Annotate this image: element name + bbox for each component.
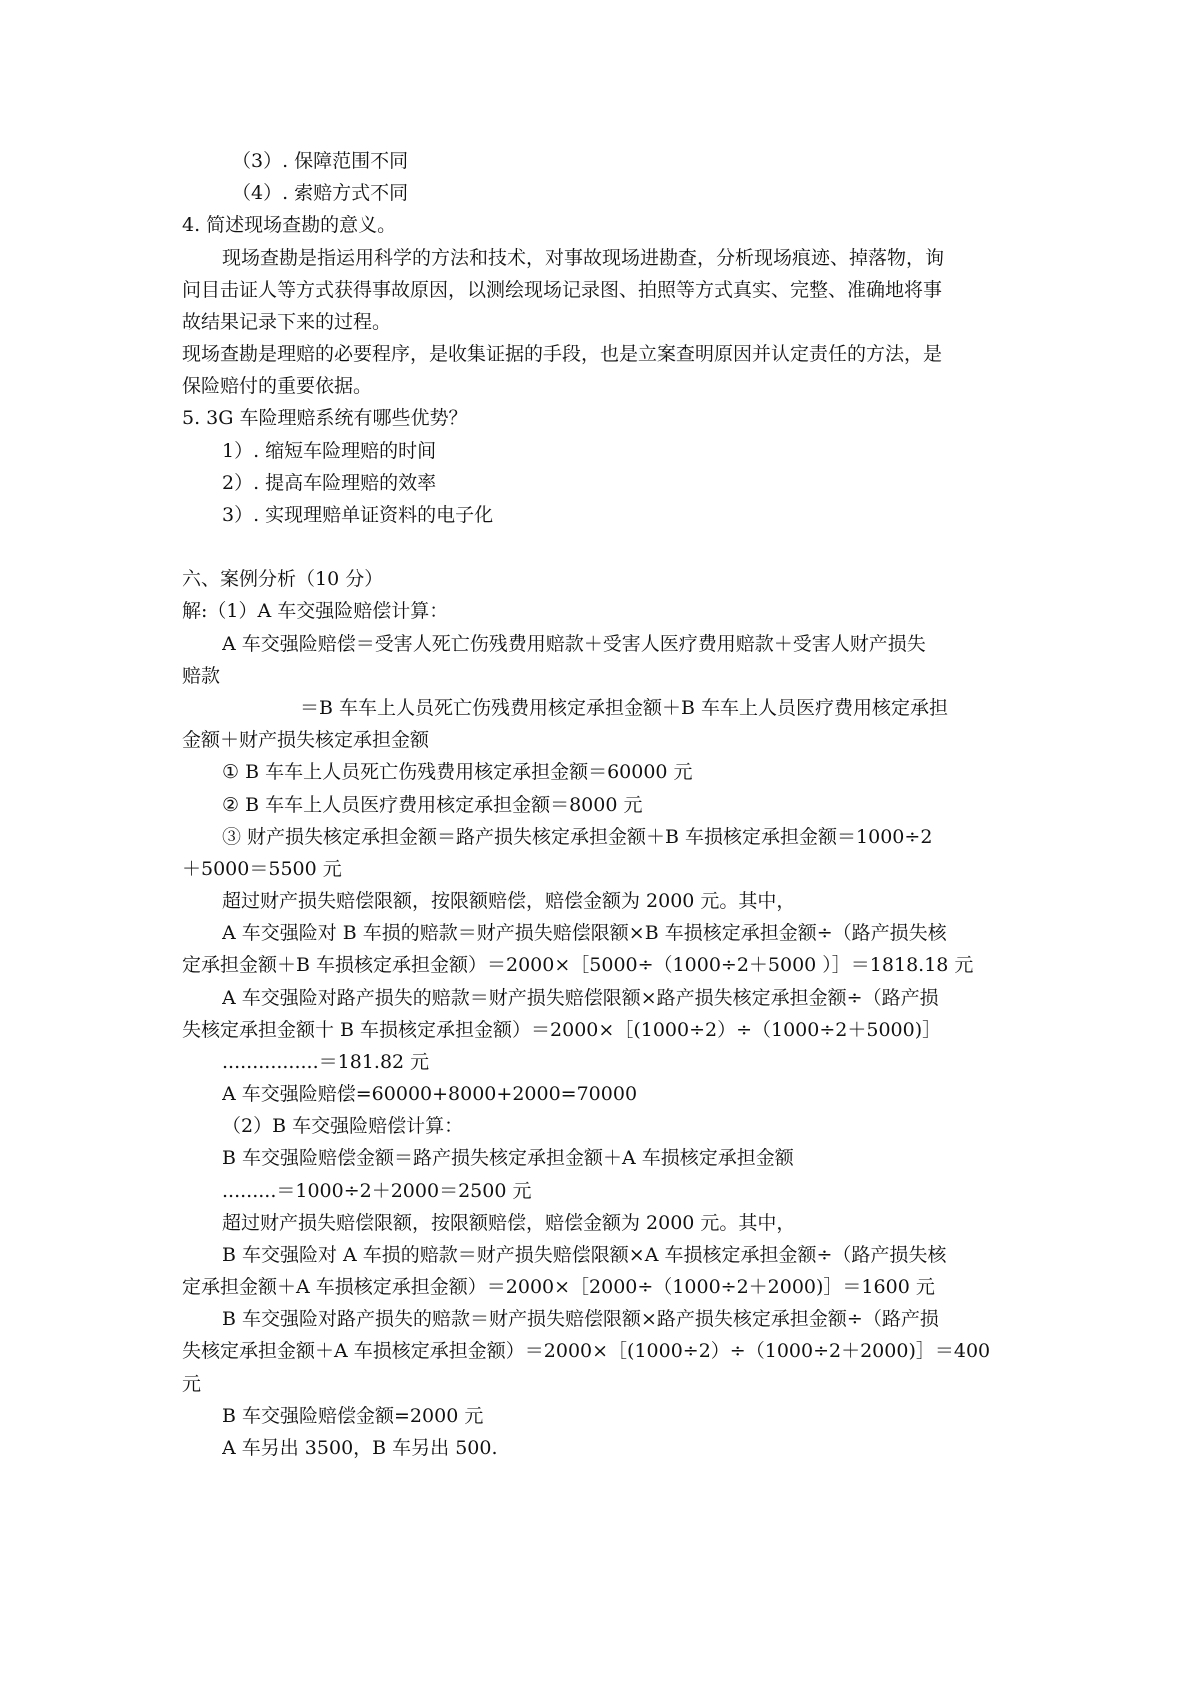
paragraph-line: 保险赔付的重要依据。: [182, 375, 373, 397]
formula-line: ＝B 车车上人员死亡伤残费用核定承担金额＋B 车车上人员医疗费用核定承担: [300, 697, 949, 719]
calc-line: 超过财产损失赔偿限额，按限额赔偿，赔偿金额为 2000 元。其中，: [222, 1212, 796, 1234]
calc-line: ＋5000＝5500 元: [182, 858, 342, 880]
calc-line: 失核定承担金额＋A 车损核定承担金额）＝2000×［(1000÷2）÷（1000÷2＋2000)］＝400: [182, 1340, 991, 1362]
paragraph-line: 问目击证人等方式获得事故原因，以测绘现场记录图、拍照等方式真实、完整、准确地将事: [182, 279, 943, 301]
calc-line: 定承担金额＋A 车损核定承担金额）＝2000×［2000÷（1000÷2＋2000)］＝1600 元: [182, 1276, 935, 1298]
calc-line: 超过财产损失赔偿限额，按限额赔偿，赔偿金额为 2000 元。其中，: [222, 890, 796, 912]
calc-line: 元: [182, 1373, 202, 1395]
answer-item-1: 1）. 缩短车险理赔的时间: [222, 440, 437, 462]
formula-line: 赔款: [182, 665, 221, 687]
question-4-heading: 4. 简述现场查勘的意义。: [182, 214, 397, 236]
solution-part-2-heading: （2）B 车交强险赔偿计算：: [222, 1115, 464, 1137]
question-5-heading: 5. 3G 车险理赔系统有哪些优势？: [182, 407, 468, 429]
section-6-heading: 六、案例分析（10 分）: [182, 568, 384, 590]
answer-item-3: 3）. 实现理赔单证资料的电子化: [222, 504, 494, 526]
calc-line: ................＝181.82 元: [222, 1051, 430, 1073]
answer-item-3: （3）. 保障范围不同: [232, 150, 409, 172]
paragraph-line: 现场查勘是理赔的必要程序，是收集证据的手段，也是立案查明原因并认定责任的方法，是: [182, 343, 943, 365]
calc-line: 定承担金额＋B 车损核定承担金额）＝2000×［5000÷（1000÷2＋5000 ）］＝1818.18 元: [182, 954, 974, 976]
calc-line: B 车交强险对 A 车损的赔款＝财产损失赔偿限额×A 车损核定承担金额÷（路产损失核: [222, 1244, 947, 1266]
calc-total-line: B 车交强险赔偿金额=2000 元: [222, 1405, 484, 1427]
calc-item-2: ② B 车车上人员医疗费用核定承担金额＝8000 元: [222, 794, 643, 816]
solution-part-1-heading: 解:（1）A 车交强险赔偿计算：: [182, 600, 449, 622]
calc-line: A 车交强险对路产损失的赔款＝财产损失赔偿限额×路产损失核定承担金额÷（路产损: [222, 987, 939, 1009]
calc-item-3: ③ 财产损失核定承担金额＝路产损失核定承担金额＋B 车损核定承担金额＝1000÷2: [222, 826, 933, 848]
calc-line: B 车交强险对路产损失的赔款＝财产损失赔偿限额×路产损失核定承担金额÷（路产损: [222, 1308, 939, 1330]
answer-item-2: 2）. 提高车险理赔的效率: [222, 472, 437, 494]
conclusion-line: A 车另出 3500，B 车另出 500.: [222, 1437, 498, 1459]
formula-line: 金额＋财产损失核定承担金额: [182, 729, 430, 751]
calc-total-line: A 车交强险赔偿=60000+8000+2000=70000: [222, 1083, 638, 1105]
calc-item-1: ① B 车车上人员死亡伤残费用核定承担金额＝60000 元: [222, 761, 693, 783]
formula-line: A 车交强险赔偿＝受害人死亡伤残费用赔款＋受害人医疗费用赔款＋受害人财产损失: [222, 633, 926, 655]
calc-line: .........＝1000÷2＋2000＝2500 元: [222, 1180, 532, 1202]
paragraph-line: 故结果记录下来的过程。: [182, 311, 392, 333]
paragraph-line: 现场查勘是指运用科学的方法和技术，对事故现场进勘查，分析现场痕迹、掉落物，询: [222, 247, 945, 269]
answer-item-4: （4）. 索赔方式不同: [232, 182, 409, 204]
calc-line: A 车交强险对 B 车损的赔款＝财产损失赔偿限额×B 车损核定承担金额÷（路产损失核: [222, 922, 947, 944]
calc-line: B 车交强险赔偿金额＝路产损失核定承担金额＋A 车损核定承担金额: [222, 1147, 794, 1169]
calc-line: 失核定承担金额十 B 车损核定承担金额）＝2000×［(1000÷2）÷（1000÷2＋5000)］: [182, 1019, 942, 1041]
